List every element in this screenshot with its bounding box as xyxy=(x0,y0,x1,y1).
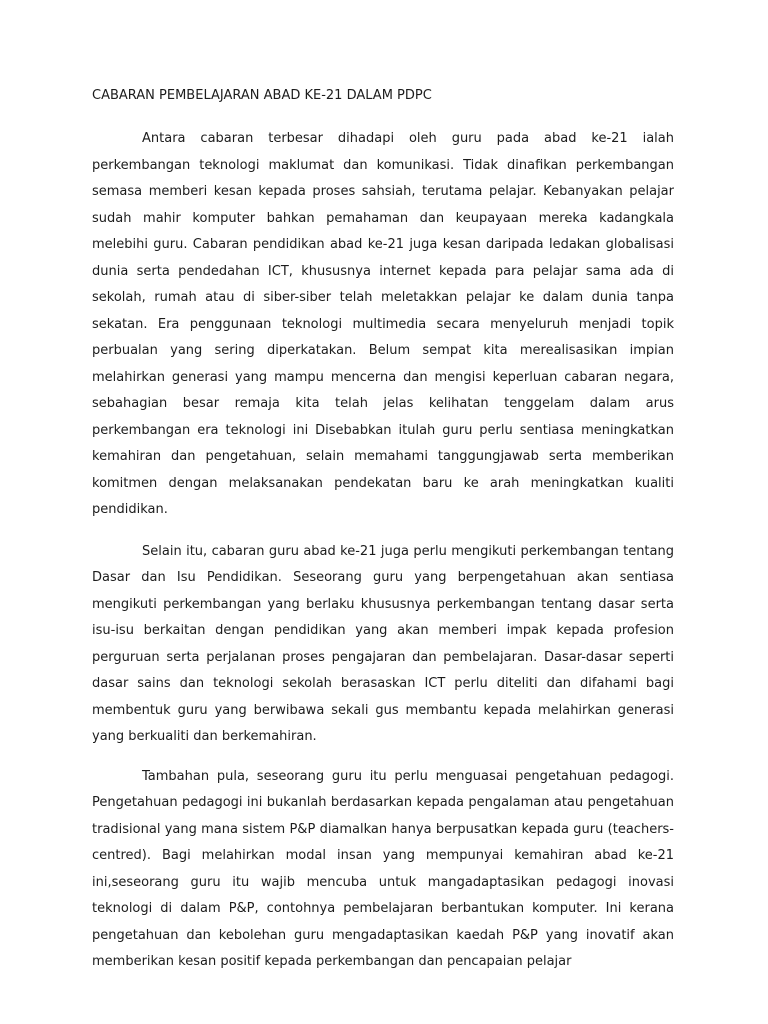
paragraph-1: Antara cabaran terbesar dihadapi oleh guru pada abad ke-21 ialah perkembangan teknologi maklumat dan komunikasi. Tidak dinafikan perkembangan semasa memberi kesan kepada proses sahsiah, terutama pelajar. Kebanyakan pelajar sudah mahir komputer bahkan pemahaman dan keupayaan mereka kadangkala melebihi guru. Cabaran pendidikan abad ke-21 juga kesan daripada ledakan globalisasi dunia serta pendedahan ICT, khususnya internet kepada para pelajar sama ada di sekolah, rumah atau di siber-siber telah meletakkan pelajar ke dalam dunia tanpa sekatan. Era penggunaan teknologi multimedia secara menyeluruh menjadi topik perbualan yang sering diperkatakan. Belum sempat kita merealisasikan impian melahirkan generasi yang mampu mencerna dan mengisi keperluan cabaran negara, sebahagian besar remaja kita telah jelas kelihatan tenggelam dalam arus perkembangan era teknologi ini Disebabkan itulah guru perlu sentiasa meningkatkan kemahiran dan pengetahuan, selain memahami tanggungjawab serta memberikan komitmen dengan melaksanakan pendekatan baru ke arah meningkatkan kualiti pendidikan. xyxy=(92,131,674,517)
document-body xyxy=(92,86,674,986)
paragraph-2: Selain itu, cabaran guru abad ke-21 juga perlu mengikuti perkembangan tentang Dasar dan Isu Pendidikan. Seseorang guru yang berpengetahuan akan sentiasa mengikuti perkembangan yang berlaku khususnya perkembangan tentang dasar serta isu-isu berkaitan dengan pendidikan yang akan memberi impak kepada profesion perguruan serta perjalanan proses pengajaran dan pembelajaran. Dasar-dasar seperti dasar sains dan teknologi sekolah berasaskan ICT perlu diteliti dan difahami bagi membentuk guru yang berwibawa sekali gus membantu kepada melahirkan generasi yang berkualiti dan berkemahiran. xyxy=(92,543,674,744)
document-title: CABARAN PEMBELAJARAN ABAD KE-21 DALAM PDPC xyxy=(92,88,432,103)
paragraph-3: Tambahan pula, seseorang guru itu perlu menguasai pengetahuan pedagogi. Pengetahuan pedagogi ini bukanlah berdasarkan kepada pengalaman atau pengetahuan tradisional yang mana sistem P&P diamalkan hanya berpusatkan kepada guru (teachers-centred). Bagi melahirkan modal insan yang mempunyai kemahiran abad ke-21 ini,seseorang guru itu wajib mencuba untuk mangadaptasikan pedagogi inovasi teknologi di dalam P&P, contohnya pembelajaran berbantukan komputer. Ini kerana pengetahuan dan kebolehan guru mengadaptasikan kaedah P&P yang inovatif akan memberikan kesan positif kepada perkembangan dan pencapaian pelajar xyxy=(92,768,674,969)
